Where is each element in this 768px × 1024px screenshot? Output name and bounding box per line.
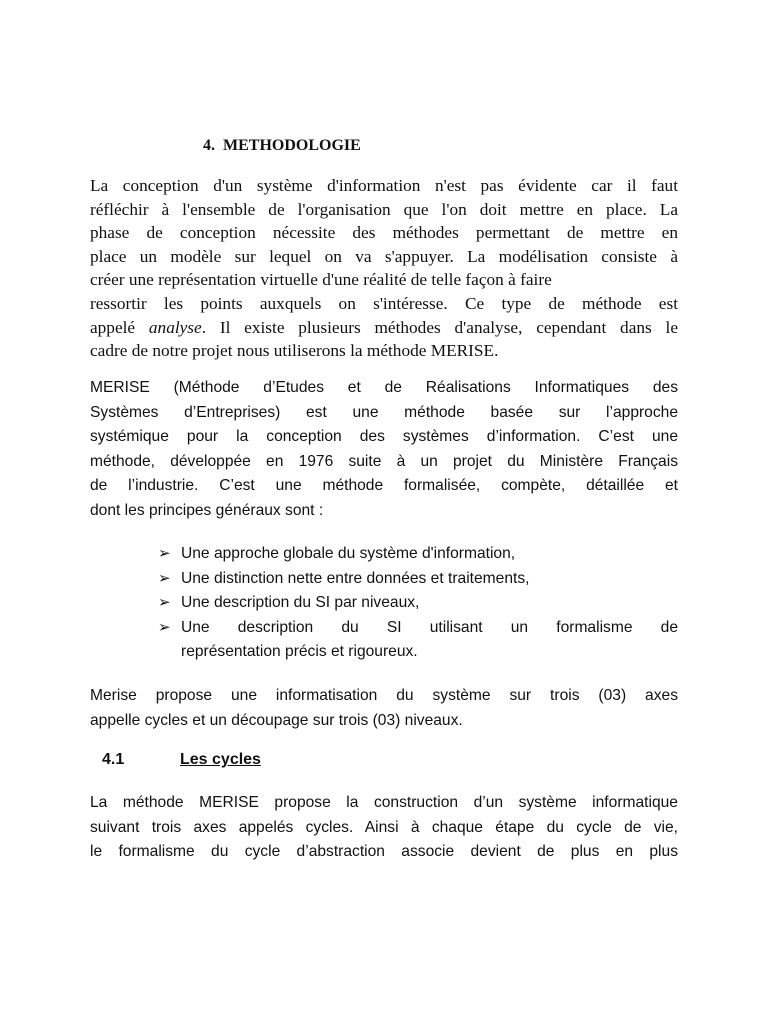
- list-item-text: Une distinction nette entre données et traitements,: [181, 569, 530, 587]
- paragraph-line-with-emphasis: [90, 316, 678, 340]
- list-item: [158, 591, 678, 616]
- paragraph-line: réfléchir à l'ensemble de l'organisation que l'on doit mettre en place. La: [90, 199, 678, 219]
- paragraph-line: le formalisme du cycle d’abstraction associe devient de plus en plus: [90, 843, 678, 861]
- cycles-paragraph: [90, 791, 678, 865]
- list-item-text: Une description du SI utilisant un formalisme de: [181, 618, 678, 636]
- paragraph-line: dont les principes généraux sont :: [90, 501, 324, 519]
- subsection-heading: [102, 748, 261, 772]
- paragraph-line: de l’industrie. C’est une méthode formalisée, compète, détaillée et: [90, 477, 678, 495]
- list-item-text: Une approche globale du système d'information,: [181, 545, 516, 562]
- emphasized-term: analyse: [148, 317, 202, 337]
- list-item: [158, 542, 678, 567]
- intro-paragraph: [90, 174, 678, 363]
- list-item-text: représentation précis et rigoureux.: [181, 643, 418, 661]
- text-run: . Il existe plusieurs méthodes d'analyse, cependant dans le: [201, 317, 679, 337]
- subsection-title: Les cycles: [180, 751, 261, 768]
- axes-paragraph: [90, 684, 678, 733]
- principles-list: [158, 542, 678, 665]
- arrow-bullet-icon: ➢: [158, 618, 171, 636]
- list-item-text: Une description du SI par niveaux,: [181, 594, 420, 612]
- paragraph-line: La méthode MERISE propose la construction d’un système informatique: [90, 794, 678, 811]
- paragraph-line: place un modèle sur lequel on va s'appuyer. La modélisation consiste à: [90, 246, 678, 266]
- list-item: [158, 567, 678, 592]
- paragraph-line: La conception d'un système d'information n'est pas évidente car il faut: [90, 176, 678, 195]
- paragraph-line: méthode, développée en 1976 suite à un projet du Ministère Français: [90, 452, 678, 470]
- section-title: METHODOLOGIE: [223, 137, 361, 154]
- paragraph-line: appelle cycles et un découpage sur trois (03) niveaux.: [90, 711, 463, 729]
- arrow-bullet-icon: ➢: [158, 545, 171, 562]
- paragraph-line: suivant trois axes appelés cycles. Ainsi à chaque étape du cycle de vie,: [90, 818, 678, 836]
- paragraph-line: ressortir les points auxquels on s'intéresse. Ce type de méthode est: [90, 293, 678, 313]
- section-heading: [203, 136, 361, 156]
- paragraph-line: Merise propose une informatisation du système sur trois (03) axes: [90, 687, 678, 704]
- merise-paragraph: [90, 376, 678, 524]
- paragraph-line: MERISE (Méthode d’Etudes et de Réalisations Informatiques des: [90, 379, 678, 396]
- paragraph-line: Systèmes d’Entreprises) est une méthode basée sur l’approche: [90, 403, 678, 421]
- text-run: appelé: [90, 317, 149, 337]
- paragraph-line: systémique pour la conception des systèmes d’information. C’est une: [90, 428, 678, 446]
- arrow-bullet-icon: ➢: [158, 594, 171, 612]
- section-number: 4.: [203, 137, 215, 154]
- list-item: [158, 616, 678, 665]
- subsection-number: 4.1: [102, 751, 125, 768]
- arrow-bullet-icon: ➢: [158, 569, 171, 587]
- paragraph-line: phase de conception nécessite des méthodes permettant de mettre en: [90, 223, 678, 243]
- paragraph-line: cadre de notre projet nous utiliserons la méthode MERISE.: [90, 341, 499, 361]
- paragraph-line: créer une représentation virtuelle d'une réalité de telle façon à faire: [90, 270, 552, 290]
